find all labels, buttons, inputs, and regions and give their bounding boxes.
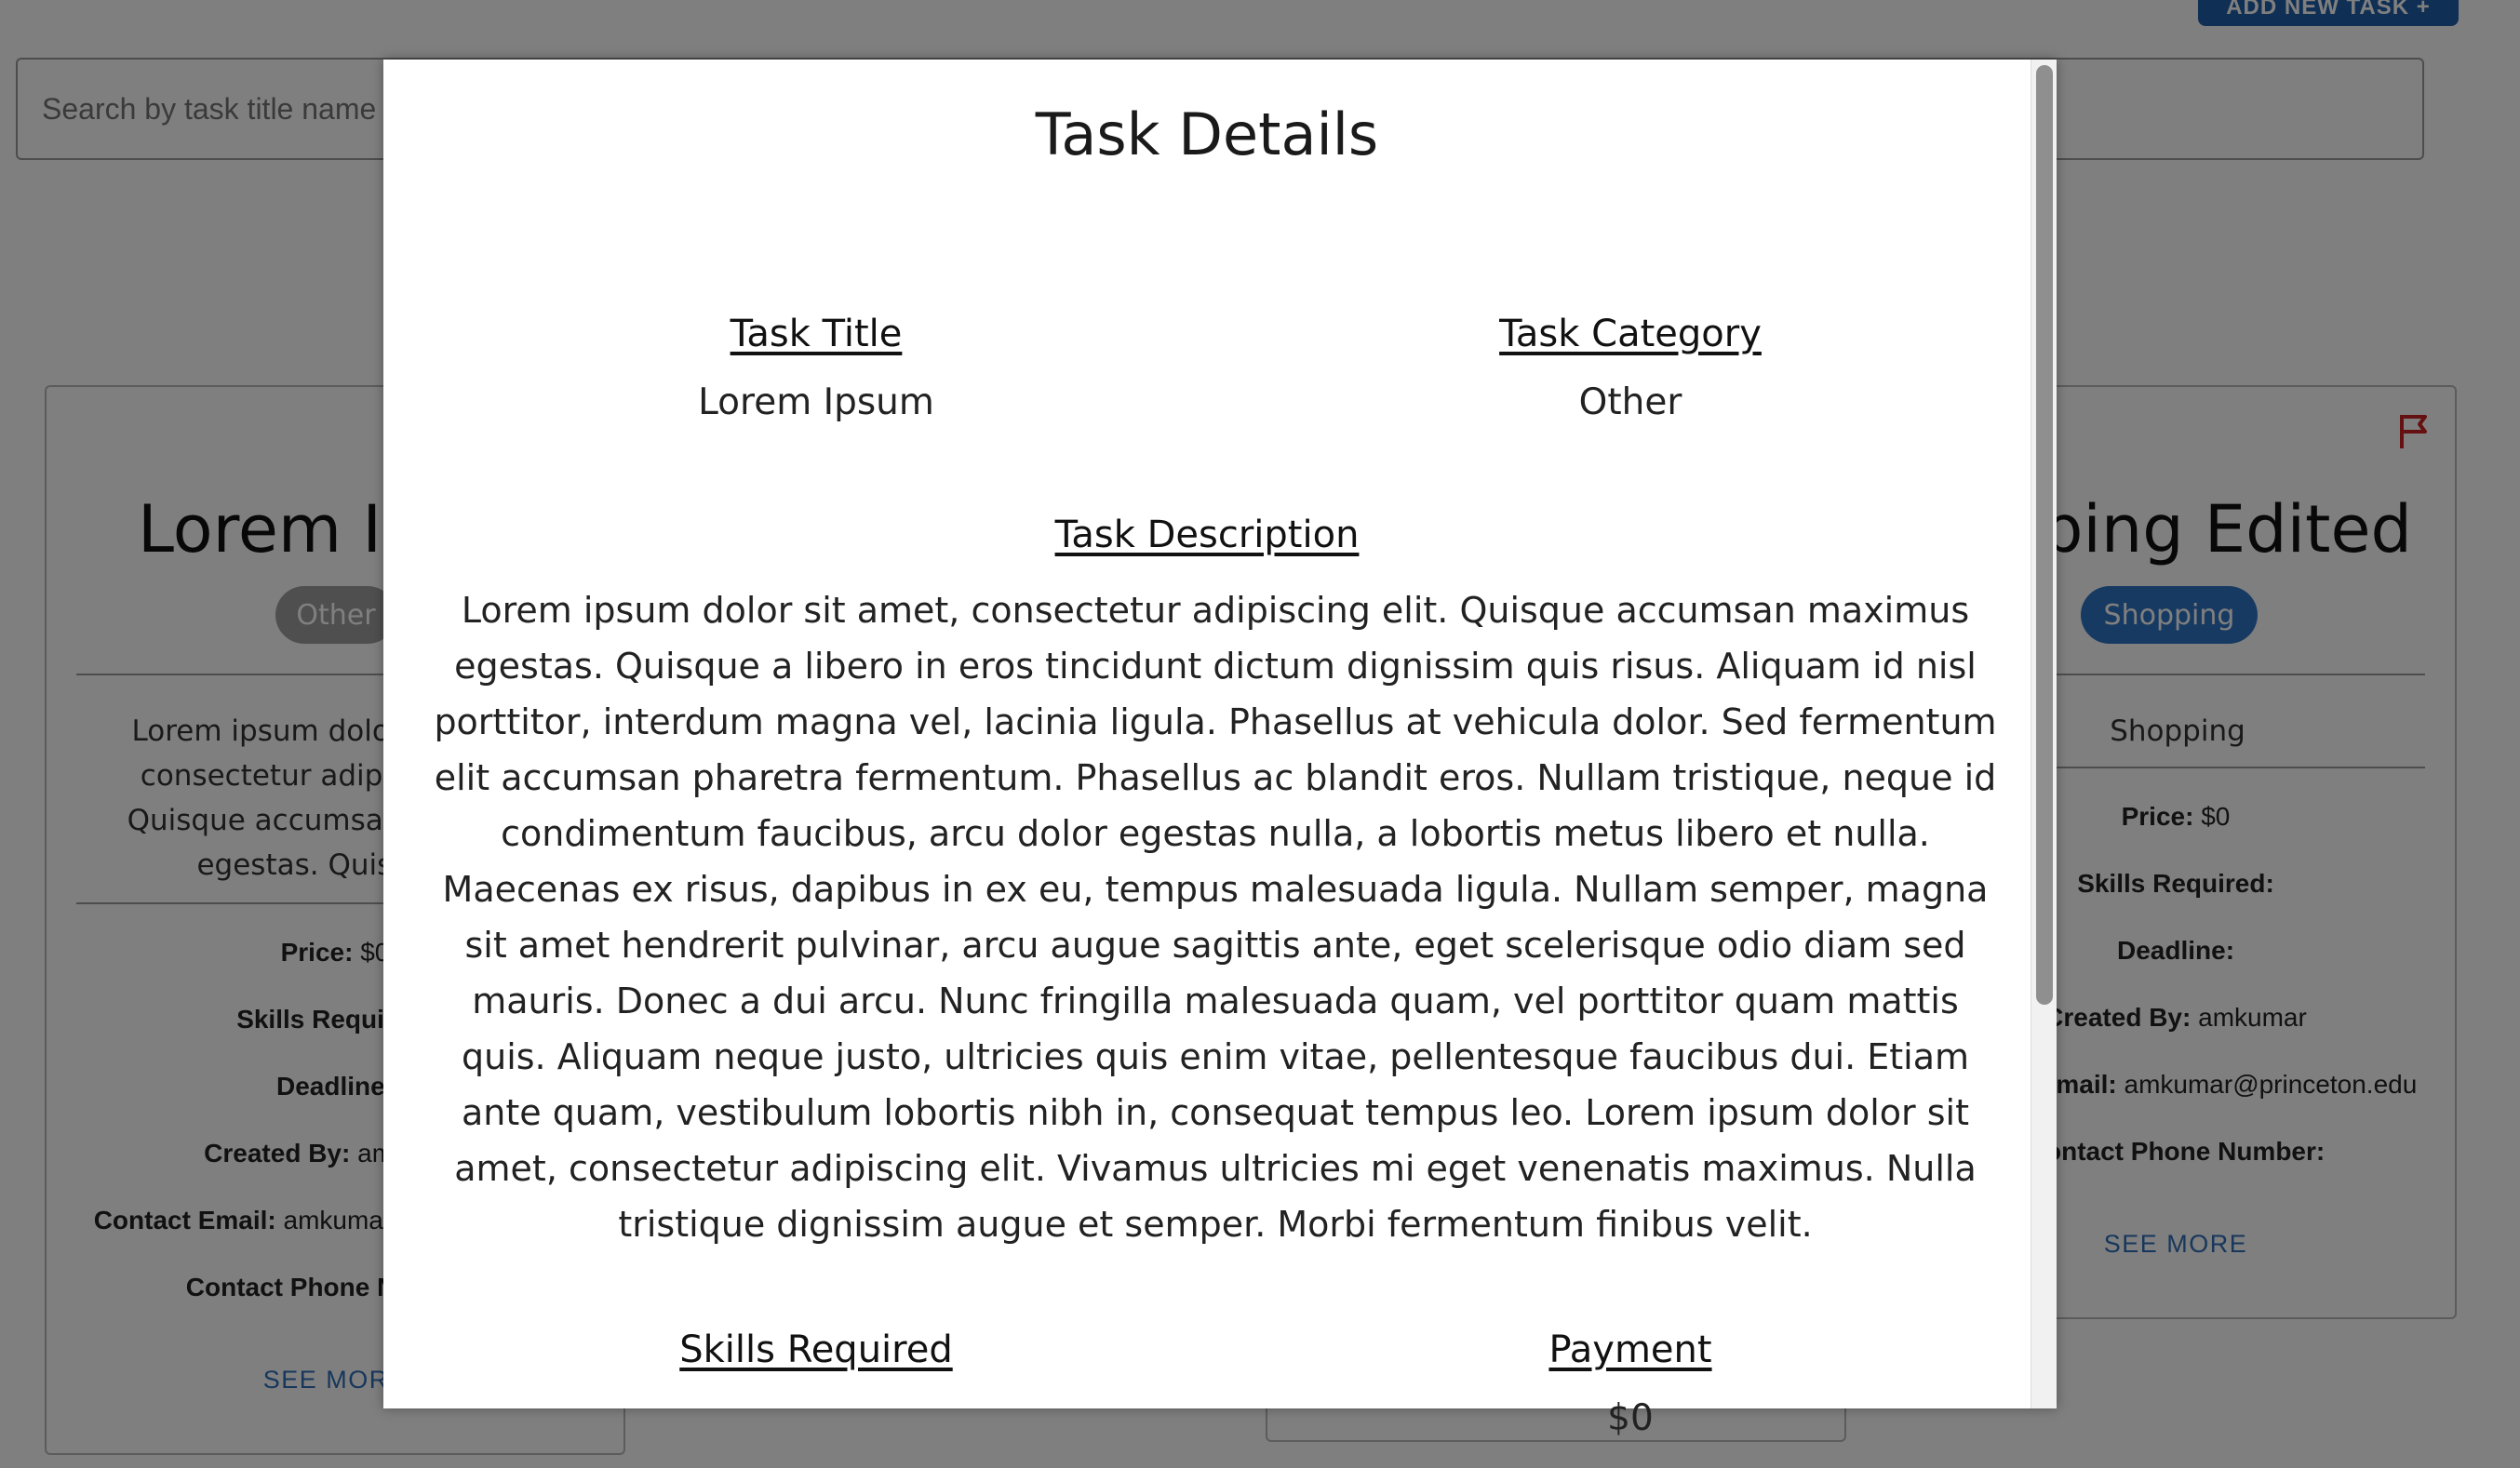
- task-category-value: Other: [1578, 381, 1682, 423]
- task-description-label: Task Description: [1054, 514, 1360, 556]
- payment-label: Payment: [1548, 1328, 1712, 1371]
- modal-title: Task Details: [1035, 100, 1379, 168]
- task-category-label: Task Category: [1499, 313, 1762, 355]
- modal-scrollbar[interactable]: [2031, 60, 2057, 1408]
- task-description-value: Lorem ipsum dolor sit amet, consectetur adipiscing elit. Quisque accumsan maximus egestas. Quisque a libero in eros tincidunt dictum dignissim quis risus. Aliquam id nisl porttitor, interdum magna vel, lacinia ligula. Phasellus at vehicula dolor. Sed fermentum elit accumsan pharetra fermentum. Phasellus ac blandit eros. Nullam tristique, neque id condimentum faucibus, arcu dolor egestas nulla, a lobortis metus libero et nulla. Maecenas ex risus, dapibus in ex eu, tempus malesuada ligula. Nullam semper, magna sit amet hendrerit pulvinar, arcu augue sagittis ante, eget scelerisque odio diam sed mauris. Donec a dui arcu. Nunc fringilla malesuada quam, vel porttitor quam mattis quis. Aliquam neque justo, ultricies quis enim vitae, pellentesque faucibus dui. Etiam ante quam, vestibulum lobortis nibh in, consequat tempus leo. Lorem ipsum dolor sit amet, consectetur adipiscing elit. Vivamus ultricies mi eget venenatis maximus. Nulla tristique dignissim augue et semper. Morbi fermentum finibus velit.: [434, 590, 1997, 1245]
- modal-content: [383, 60, 2031, 1439]
- scrollbar-thumb[interactable]: [2036, 65, 2053, 1005]
- task-details-modal: [383, 60, 2057, 1439]
- task-title-label: Task Title: [730, 313, 903, 355]
- task-title-value: Lorem Ipsum: [698, 381, 934, 423]
- skills-required-label: Skills Required: [679, 1328, 953, 1371]
- payment-value: $0: [1607, 1397, 1654, 1439]
